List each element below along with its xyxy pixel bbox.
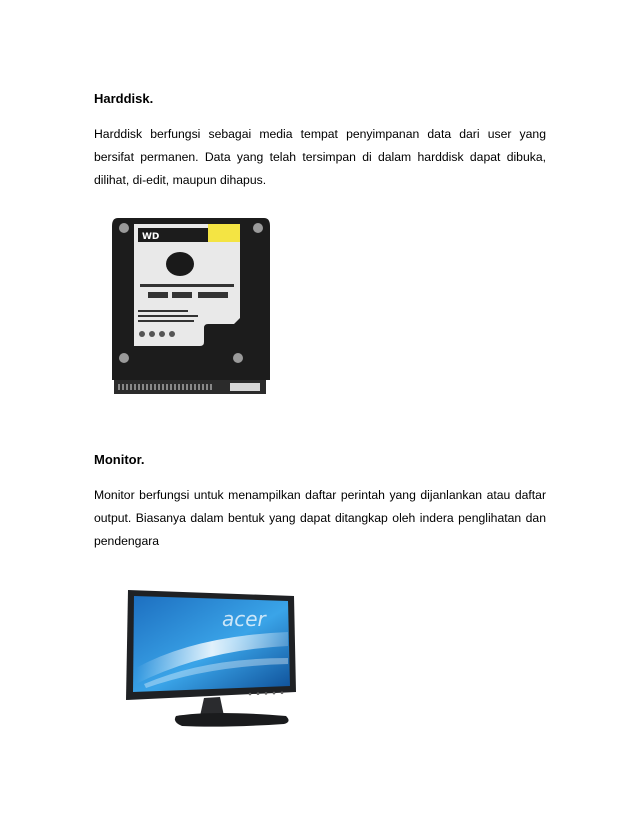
lcd-monitor-icon <box>124 588 300 730</box>
monitor-heading: Monitor. <box>94 452 145 467</box>
hdd-brand-text: WD <box>142 232 160 242</box>
monitor-image <box>124 588 300 730</box>
monitor-paragraph: Monitor berfungsi untuk menampilkan daftar perintah yang dijanlankan atau daftar output. Biasanya dalam bentuk yang dapat ditangkap oleh indera penglihatan dan pendengara <box>94 488 546 548</box>
harddisk-paragraph: Harddisk berfungsi sebagai media tempat penyimpanan data dari user yang bersifat permanen. Data yang telah tersimpan di dalam harddisk dapat dibuka, dilihat, di-edit, maupun dihapus. <box>94 127 546 187</box>
harddisk-heading: Harddisk. <box>94 91 154 106</box>
harddisk-image <box>108 212 274 398</box>
hard-disk-drive-icon <box>108 212 274 398</box>
monitor-brand-text: acer <box>222 607 266 631</box>
